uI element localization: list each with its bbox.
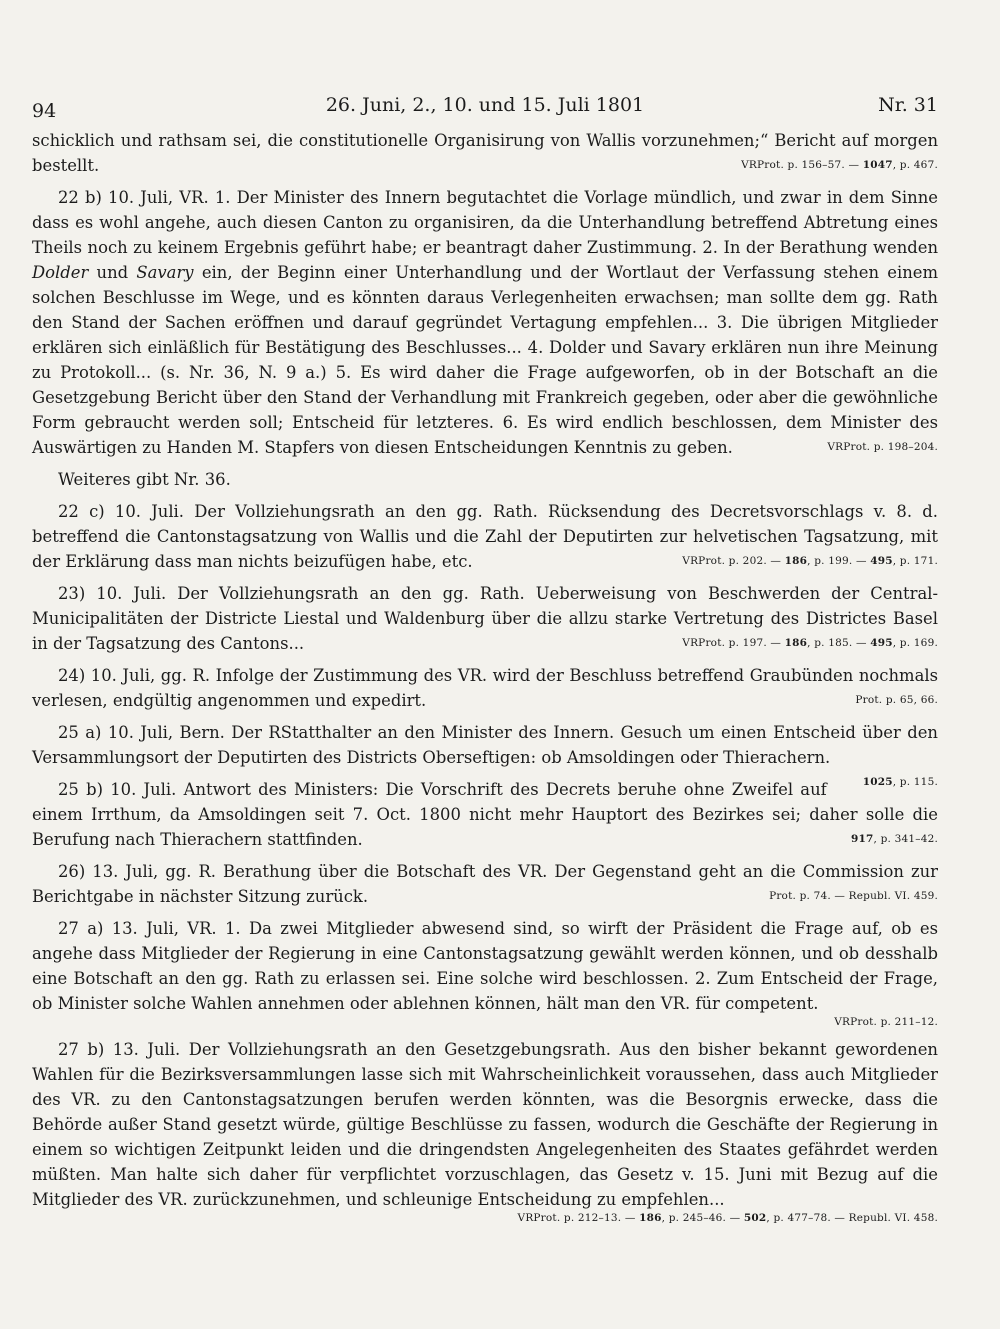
entry-text: 26) 13. Juli, gg. R. Berathung über die Botschaft des VR. Der Gegenstand geht an die Commission zur Berichtgabe in nächster Sitzung zurück.: [32, 862, 938, 906]
entry-paragraph: [32, 185, 938, 460]
document-body: [32, 128, 938, 1233]
entry-paragraph: [32, 916, 938, 1030]
reference-part: 186: [784, 555, 808, 567]
entry-text: 25 b) 10. Juli. Antwort des Ministers: Die Vorschrift des Decrets beruhe ohne Zweifel auf einem Irrthum, da Amsoldingen seit 7. Oct. 1800 nicht mehr Hauptort des Bezirkes sei; daher solle die Berufung nach Thierachern stattfinden.: [32, 780, 938, 849]
reference-part: 186: [784, 637, 808, 649]
reference-part: , p. 199. —: [807, 555, 871, 567]
entry-text: und: [88, 263, 137, 282]
entry-text: schicklich und rathsam sei, die constitutionelle Organisirung von Wallis vorzunehmen;“ Bericht auf morgen bestellt.: [32, 131, 938, 175]
source-reference: [743, 884, 938, 909]
entry-text: 25 a) 10. Juli, Bern. Der RStatthalter an den Minister des Innern. Gesuch um einen Entscheid über den Versammlungsort der Deputirten des Districts Oberseftigen: ob Amsoldingen oder Thierachern.: [32, 723, 938, 767]
entry-text: 23) 10. Juli. Der Vollziehungsrath an den gg. Rath. Ueberweisung von Beschwerden der Central-Municipalitäten der Districte Liestal und Waldenburg über die allzu starke Vertretung des Districtes Basel in der Tagsatzung des Cantons...: [32, 584, 938, 653]
entry-text: 24) 10. Juli, gg. R. Infolge der Zustimmung des VR. wird der Beschluss betreffend Graubünden nochmals verlesen, endgültig angenommen und expedirt.: [32, 666, 938, 710]
reference-part: , p. 467.: [892, 159, 938, 171]
reference-part: Prot. p. 74. — Republ. VI. 459.: [769, 890, 938, 902]
reference-part: VRProt. p. 198–204.: [827, 441, 938, 453]
entry-paragraph: [32, 128, 938, 178]
source-reference: [656, 549, 938, 574]
reference-part: Prot. p. 65, 66.: [855, 694, 938, 706]
source-reference: [656, 631, 938, 656]
reference-part: VRProt. p. 197. —: [682, 637, 785, 649]
entry-paragraph: [32, 720, 938, 788]
person-name: Dolder: [32, 263, 89, 282]
entry-paragraph: [32, 499, 938, 574]
source-reference: [741, 153, 938, 178]
reference-part: 186: [639, 1212, 662, 1224]
entry-text: Weiteres gibt Nr. 36.: [58, 470, 231, 489]
page-number: 94: [32, 100, 57, 122]
reference-part: 917: [851, 833, 874, 845]
reference-part: 502: [743, 1212, 767, 1224]
reference-part: 495: [870, 637, 893, 649]
source-reference: [801, 435, 938, 460]
entry-paragraph: [32, 859, 938, 909]
entry-paragraph: [32, 1037, 938, 1226]
reference-part: , p. 169.: [892, 637, 938, 649]
reference-part: , p. 245–46. —: [661, 1212, 744, 1224]
entry-text: 27 a) 13. Juli, VR. 1. Da zwei Mitglieder abwesend sind, so wirft der Präsident die Frage auf, ob es angehe dass Mitglieder der Regierung in eine Cantonstagsatzung gewählt werden können, und ob desshalb eine Botschaft an den gg. Rath zu erlassen sei. Eine solche wird beschlossen. 2. Zum Entscheid der Frage, ob Minister solche Wahlen annehmen oder ablehnen können, hält man den VR. für competent.: [32, 919, 938, 1013]
entry-paragraph: [32, 581, 938, 656]
reference-part: , p. 171.: [892, 555, 938, 567]
reference-part: , p. 341–42.: [873, 833, 938, 845]
entry-text: 22 b) 10. Juli, VR. 1. Der Minister des Innern begutachtet die Vorlage mündlich, und zwar in dem Sinne dass es wohl angehe, auch diesen Canton zu organisiren, da die Unterhandlung betreffend Abtretung eines Theils noch zu keinem Ergebnis geführt habe; er beantragt daher Zustimmung. 2. In der Berathung wenden: [32, 188, 938, 257]
source-reference: [42, 1210, 938, 1226]
reference-part: VRProt. p. 212–13. —: [517, 1212, 640, 1224]
reference-part: 495: [870, 555, 893, 567]
entry-text: 22 c) 10. Juli. Der Vollziehungsrath an den gg. Rath. Rücksendung des Decretsvorschlags v. 8. d. betreffend die Cantonstagsatzung von Wallis und die Zahl der Deputirten zur helvetischen Tagsatzung, mit der Erklärung dass man nichts beizufügen habe, etc.: [32, 502, 938, 571]
page-header: [32, 94, 938, 124]
reference-part: 1047: [862, 159, 893, 171]
source-reference: [42, 1014, 938, 1030]
reference-part: VRProt. p. 202. —: [682, 555, 785, 567]
reference-part: , p. 115.: [892, 776, 938, 788]
source-reference: [837, 770, 938, 795]
reference-part: VRProt. p. 211–12.: [834, 1016, 938, 1028]
entry-paragraph: [32, 467, 938, 492]
entry-text: 27 b) 13. Juli. Der Vollziehungsrath an den Gesetzgebungsrath. Aus den bisher bekannt gewordenen Wahlen für die Bezirksversammlungen lasse sich mit Wahrscheinlichkeit voraussehen, dass auch Mitglieder des VR. zu den Cantonstagsatzungen berufen werden könnten, was die Besorgnis erwecke, dass die Behörde außer Stand gesetzt würde, gültige Beschlüsse zu fassen, wodurch die Geschäfte der Regierung in einem so wichtigen Zeitpunkt leiden und die dringendsten Angelegenheiten des Staates gefährdet werden müßten. Man halte sich daher für verpflichtet vorzuschlagen, das Gesetz v. 15. Juni mit Bezug auf die Mitglieder des VR. zurückzunehmen, und schleunige Entscheidung zu empfehlen...: [32, 1040, 938, 1209]
document-number: Nr. 31: [878, 94, 938, 116]
source-reference: [829, 688, 938, 713]
running-title: 26. Juni, 2., 10. und 15. Juli 1801: [325, 94, 645, 116]
person-name: Savary: [136, 263, 194, 282]
reference-part: , p. 185. —: [807, 637, 871, 649]
reference-part: VRProt. p. 156–57. —: [741, 159, 863, 171]
reference-part: 1025: [862, 776, 893, 788]
entry-text: ein, der Beginn einer Unterhandlung und der Wortlaut der Verfassung stehen einem solchen Beschlusse im Wege, und es könnten daraus Verlegenheiten erwachsen; man sollte dem gg. Rath den Stand der Sachen eröffnen und darauf gegründet Vertagung empfehlen... 3. Die übrigen Mitglieder erklären sich einläßlich für Bestätigung des Beschlusses... 4. Dolder und Savary erklären nun ihre Meinung zu Protokoll... (s. Nr. 36, N. 9 a.) 5. Es wird daher die Frage aufgeworfen, ob in der Botschaft an die Gesetzgebung Bericht über den Stand der Verhandlung mit Frankreich gegeben, oder aber die gewöhnliche Form gebraucht werden soll; Entscheid für letzteres. 6. Es wird endlich beschlossen, dem Minister des Auswärtigen zu Handen M. Stapfers von diesen Entscheidungen Kenntnis zu geben.: [32, 263, 938, 457]
entry-paragraph: [32, 777, 938, 852]
entry-paragraph: [32, 663, 938, 713]
source-reference: [825, 827, 938, 852]
reference-part: , p. 477–78. — Republ. VI. 458.: [766, 1212, 938, 1224]
